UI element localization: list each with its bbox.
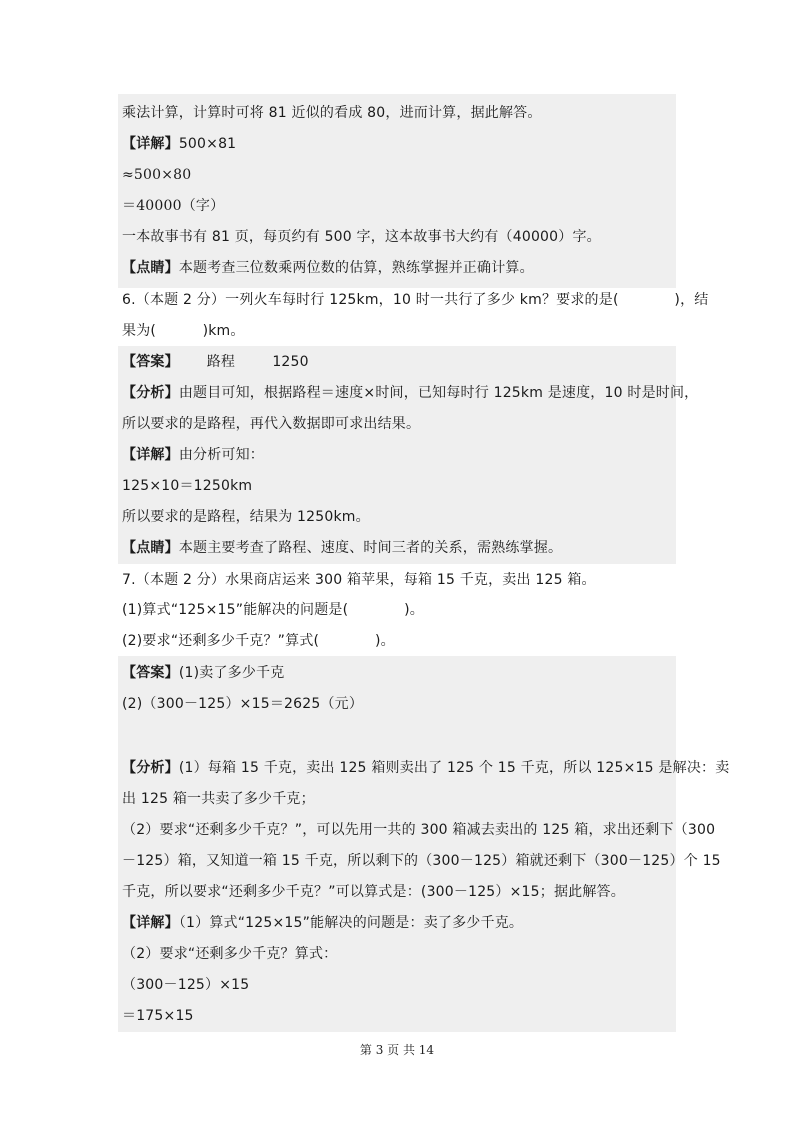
q7-analysis5: 千克，所以要求“还剩多少千克？”可以算式是：(300－125）×15；据此解答。 <box>122 884 625 900</box>
q6-question-line1: 6.（本题 2 分）一列火车每时行 125km，10 时一共行了多少 km？要求的是( )，结 <box>122 292 709 308</box>
q6-detail3: 所以要求的是路程，结果为 1250km。 <box>122 509 370 525</box>
q6-comment: 本题主要考查了路程、速度、时间三者的关系，需熟练掌握。 <box>178 540 563 556</box>
block5-conclusion: 一本故事书有 81 页，每页约有 500 字，这本故事书大约有（40000）字。 <box>122 229 601 245</box>
block5-line1: 乘法计算，计算时可将 81 近似的看成 80，进而计算，据此解答。 <box>122 105 542 121</box>
q6-analysis2: 所以要求的是路程，再代入数据即可求出结果。 <box>122 416 421 432</box>
block5-detail3: ＝40000（字） <box>122 198 225 214</box>
q6-answer-row <box>122 353 309 371</box>
analysis-tag: 【分析】 <box>122 385 179 401</box>
q6-analysis-row <box>122 384 698 402</box>
q7-analysis4: －125）箱，又知道一箱 15 千克，所以剩下的（300－125）箱就还剩下（300－125）个 15 <box>122 853 721 869</box>
block5-comment-row <box>122 259 534 277</box>
block5-detail-row <box>122 135 236 153</box>
block5-detail1: 500×81 <box>178 136 237 152</box>
q7-detail1: （1）算式“125×15”能解决的问题是：卖了多少千克。 <box>178 915 524 931</box>
q7-subquestion1: (1)算式“125×15”能解决的问题是( )。 <box>122 602 424 618</box>
q7-answer1: (1)卖了多少千克 <box>178 665 285 681</box>
q6-comment-row <box>122 539 562 557</box>
page-number-footer: 第 3 页 共 14 <box>359 1043 435 1057</box>
q7-answer2: (2)（300－125）×15＝2625（元） <box>122 696 364 712</box>
q7-analysis3: （2）要求“还剩多少千克？”，可以先用一共的 300 箱减去卖出的 125 箱，求出还剩下（300 <box>122 822 716 838</box>
detail-tag: 【详解】 <box>122 136 179 152</box>
q6-analysis1: 由题目可知，根据路程＝速度×时间，已知每时行 125km 是速度，10 时是时间， <box>178 385 699 401</box>
q6-detail2: 125×10＝1250km <box>122 478 253 494</box>
comment-tag: 【点睛】 <box>122 540 179 556</box>
q7-subquestion2: (2)要求“还剩多少千克？”算式( )。 <box>122 633 395 649</box>
q7-question-line1: 7.（本题 2 分）水果商店运来 300 箱苹果，每箱 15 千克，卖出 125 箱。 <box>122 572 596 588</box>
detail-tag: 【详解】 <box>122 447 179 463</box>
q6-detail-row <box>122 446 264 464</box>
detail-tag: 【详解】 <box>122 915 179 931</box>
q7-detail2: （2）要求“还剩多少千克？算式： <box>122 946 338 962</box>
q7-analysis1: (1）每箱 15 千克，卖出 125 箱则卖出了 125 个 15 千克，所以 125×15 是解决：卖 <box>178 760 730 776</box>
answer-tag: 【答案】 <box>122 354 179 370</box>
q7-detail3: （300－125）×15 <box>122 977 250 993</box>
q7-analysis-row <box>122 759 729 777</box>
q6-detail1: 由分析可知： <box>178 447 265 463</box>
q7-answer-row <box>122 664 284 682</box>
comment-tag: 【点睛】 <box>122 260 179 276</box>
q7-detail4: ＝175×15 <box>122 1008 194 1024</box>
q6-question-line2: 果为( )km。 <box>122 323 245 339</box>
block5-detail2: ≈500×80 <box>122 167 192 183</box>
answer-tag: 【答案】 <box>122 665 179 681</box>
q7-detail-row <box>122 914 523 932</box>
block5-comment: 本题考查三位数乘两位数的估算，熟练掌握并正确计算。 <box>178 260 534 276</box>
q7-analysis2: 出 125 箱一共卖了多少千克； <box>122 791 315 807</box>
q6-answer: 路程 1250 <box>178 354 309 370</box>
analysis-tag: 【分析】 <box>122 760 179 776</box>
